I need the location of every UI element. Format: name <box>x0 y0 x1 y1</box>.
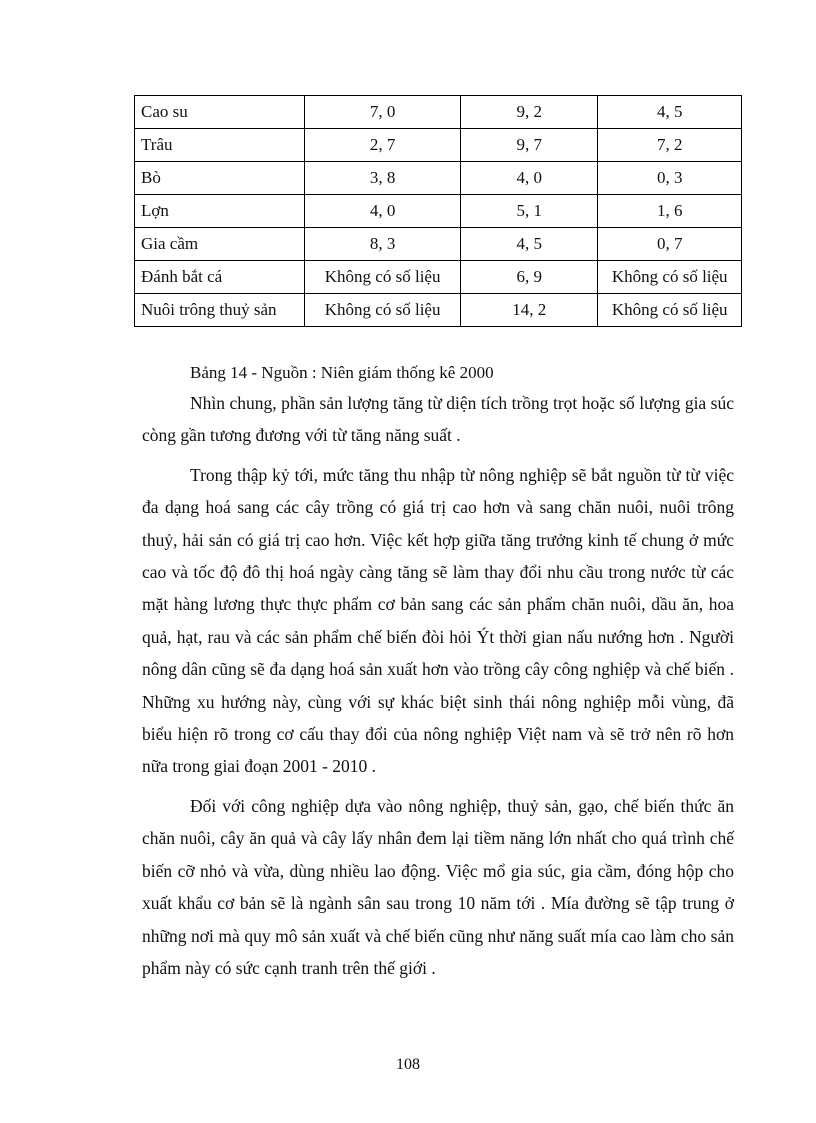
table-row <box>135 195 742 228</box>
table-caption: Bảng 14 - Nguồn : Niên giám thống kê 2000 <box>190 363 494 382</box>
table-cell-category: Trâu <box>135 129 305 162</box>
table-cell-value: 8, 3 <box>305 228 461 261</box>
body-text <box>142 387 734 991</box>
table-row <box>135 96 742 129</box>
paragraph: Nhìn chung, phần sản lượng tăng từ diện tích trồng trọt hoặc số lượng gia súc còng gần tương đương với từ tăng năng suất . <box>142 393 734 446</box>
table-cell-value: 6, 9 <box>461 261 598 294</box>
table-cell-value: 1, 6 <box>598 195 742 228</box>
table-cell-value: 2, 7 <box>305 129 461 162</box>
table-cell-value: 3, 8 <box>305 162 461 195</box>
table-cell-category: Nuôi trông thuỷ sản <box>135 294 305 327</box>
table-cell-value: 9, 2 <box>461 96 598 129</box>
table-row <box>135 261 742 294</box>
table-row <box>135 129 742 162</box>
table-cell-value: 0, 3 <box>598 162 742 195</box>
table-cell-category: Gia cầm <box>135 228 305 261</box>
table-cell-value: 4, 0 <box>305 195 461 228</box>
table-cell-value: 0, 7 <box>598 228 742 261</box>
paragraph: Đối với công nghiệp dựa vào nông nghiệp, thuỷ sản, gạo, chế biến thức ăn chăn nuôi, cây ăn quả và cây lấy nhân đem lại tiềm năng lớn nhất cho quá trình chế biến cỡ nhỏ và vừa, dùng nhiều lao động. Việc mổ gia súc, gia cầm, đóng hộp cho xuất khẩu cơ bản sẽ là ngành sân sau trong 10 năm tới . Mía đường sẽ tập trung ở những nơi mà quy mô sản xuất và chế biến cũng như năng suất mía cao làm cho sản phẩm này có sức cạnh tranh trên thế giới . <box>142 795 734 978</box>
table-row <box>135 228 742 261</box>
table-cell-value: 14, 2 <box>461 294 598 327</box>
table-cell-value: Không có số liệu <box>305 294 461 327</box>
paragraph: Trong thập kỷ tới, mức tăng thu nhập từ nông nghiệp sẽ bắt nguồn từ từ việc đa dạng hoá sang các cây trồng có giá trị cao hơn và sang chăn nuôi, nuôi trông thuỷ, hải sản có giá trị cao hơn. Việc kết hợp giữa tăng trưởng kinh tế chung ở mức cao và tốc độ đô thị hoá ngày càng tăng sẽ làm thay đổi nhu cầu trong nước từ các mặt hàng lương thực thực phẩm cơ bản sang các sản phẩm chăn nuôi, dầu ăn, hoa quả, hạt, rau và các sản phẩm chế biến đòi hỏi Ýt thời gian nấu nướng hơn . Người nông dân cũng sẽ đa dạng hoá sản xuất hơn vào trồng cây công nghiệp và chế biến . Những xu hướng này, cùng với sự khác biệt sinh thái nông nghiệp mỗi vùng, đã biểu hiện rõ trong cơ cấu thay đổi của nông nghiệp Việt nam và sẽ trở nên rõ hơn nữa trong giai đoạn 2001 - 2010 . <box>142 464 734 777</box>
table-cell-value: Không có số liệu <box>598 294 742 327</box>
table-cell-value: 4, 5 <box>598 96 742 129</box>
table-row <box>135 294 742 327</box>
table-cell-category: Bò <box>135 162 305 195</box>
table-row <box>135 162 742 195</box>
table-cell-value: 7, 2 <box>598 129 742 162</box>
table-cell-value: 7, 0 <box>305 96 461 129</box>
table-cell-category: Cao su <box>135 96 305 129</box>
table-cell-category: Đánh bắt cá <box>135 261 305 294</box>
table-cell-value: 4, 0 <box>461 162 598 195</box>
table-cell-value: 9, 7 <box>461 129 598 162</box>
table-cell-value: 5, 1 <box>461 195 598 228</box>
table-cell-category: Lợn <box>135 195 305 228</box>
statistics-table <box>134 95 742 327</box>
table-cell-value: Không có số liệu <box>305 261 461 294</box>
page-number: 108 <box>396 1056 420 1073</box>
table-cell-value: Không có số liệu <box>598 261 742 294</box>
table-cell-value: 4, 5 <box>461 228 598 261</box>
